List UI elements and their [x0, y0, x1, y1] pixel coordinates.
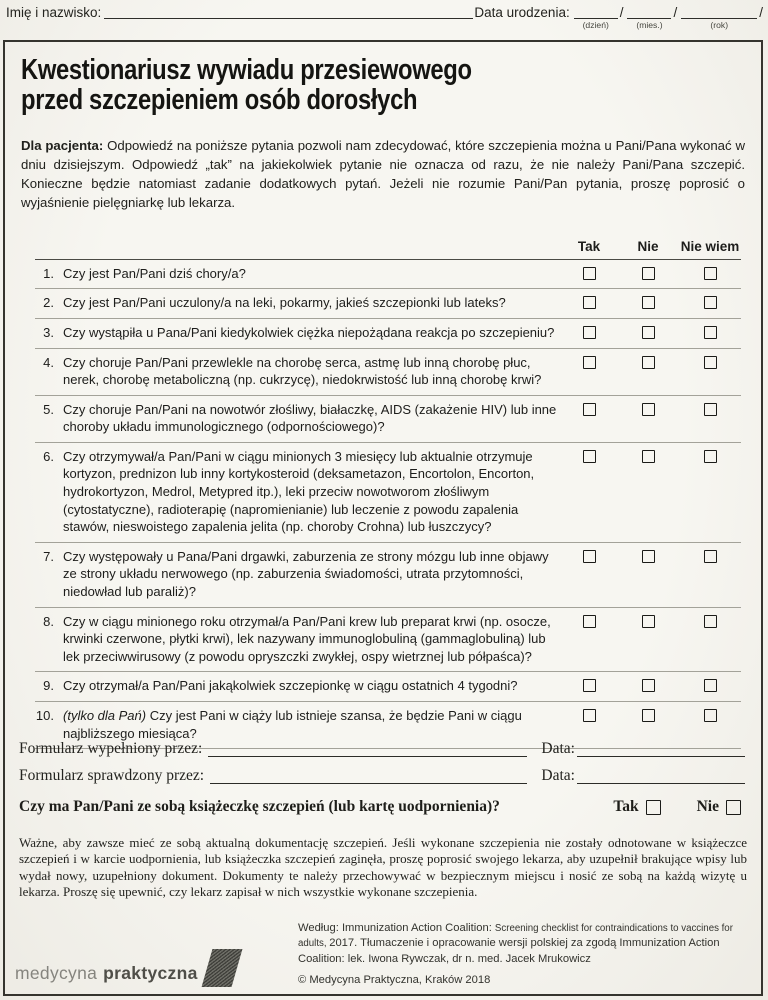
- tak-checkbox[interactable]: [583, 450, 596, 463]
- source-credits: [298, 921, 758, 988]
- column-header-tak: Tak: [577, 238, 601, 254]
- question-row-6: [35, 443, 741, 543]
- filled-by-row: [19, 740, 745, 758]
- date-label: Data:: [541, 767, 575, 784]
- dob-slash: /: [619, 5, 624, 20]
- question-row-3: [35, 319, 741, 349]
- page-title: [21, 56, 628, 116]
- logo-word-praktyczna: praktyczna: [103, 963, 198, 983]
- patient-instructions: [21, 136, 745, 212]
- question-number: 2.: [43, 295, 54, 311]
- question-row-1: [35, 260, 741, 290]
- dob-day-sublabel: (dzień): [582, 20, 609, 30]
- answer-cell-tak: [561, 401, 617, 436]
- dob-fields: [570, 5, 763, 30]
- nie-checkbox[interactable]: [642, 326, 655, 339]
- niewiem-checkbox[interactable]: [704, 326, 717, 339]
- dob-month-field[interactable]: [627, 5, 671, 30]
- answer-cell-tak: [561, 677, 617, 695]
- important-note: Ważne, aby zawsze mieć ze sobą aktualną dokumentację szczepień. Jeśli wykonane szczepienia nie zostały odnotowane w książeczce szczepień i w karcie uodpornienia, lub książeczka szczepień zaginęła, proszę poprosić swojego lekarza, aby uzupełnił brakujące wpisy lub wydał nowy, uzupełniony dokument. Dokumenty te należy przechowywać w bezpiecznym miejscu i nosić ze sobą na każdą wizytę u lekarza. Proszę się upewnić, czy lekarz zapisał w nich wszystkie wykonane szczepienia.: [19, 835, 747, 900]
- answer-cell-nie: [617, 265, 679, 283]
- answer-cell-niewiem: [679, 613, 741, 666]
- dob-day-field[interactable]: [574, 5, 618, 30]
- question-number: 6.: [43, 448, 54, 464]
- answer-cell-tak: [561, 294, 617, 312]
- source-line: Według: Immunization Action Coalition: Screening checklist for contraindications to vaccines for adults, 2017. Tłumaczenie i opracowanie wersji polskiej za zgodą Immunization Action Coalition: lek. Iwona Rywczak, dr n. med. Jacek Mrukowicz: [298, 921, 733, 965]
- answer-cell-tak: [561, 448, 617, 536]
- answer-cell-niewiem: [679, 548, 741, 601]
- answer-cell-niewiem: [679, 324, 741, 342]
- answer-cell-tak: [561, 354, 617, 389]
- tak-checkbox[interactable]: [583, 267, 596, 280]
- answer-cell-tak: [561, 324, 617, 342]
- date-label: Data:: [541, 740, 575, 757]
- niewiem-checkbox[interactable]: [704, 267, 717, 280]
- checked-by-row: [19, 767, 745, 785]
- niewiem-checkbox[interactable]: [704, 296, 717, 309]
- question-number: 1.: [43, 265, 54, 281]
- answer-cell-nie: [617, 354, 679, 389]
- answer-cell-niewiem: [679, 294, 741, 312]
- tak-checkbox[interactable]: [583, 403, 596, 416]
- answer-cell-nie: [617, 707, 679, 742]
- nie-checkbox[interactable]: [642, 615, 655, 628]
- checked-by-field[interactable]: [210, 769, 527, 784]
- answer-cell-nie: [617, 324, 679, 342]
- page-title-line1: Kwestionariusz wywiadu przesiewowego: [21, 54, 472, 86]
- niewiem-checkbox[interactable]: [704, 450, 717, 463]
- answer-cell-nie: [617, 448, 679, 536]
- nie-checkbox[interactable]: [726, 800, 741, 815]
- answer-cell-tak: [561, 707, 617, 742]
- nie-checkbox[interactable]: [642, 550, 655, 563]
- booklet-question-text: Czy ma Pan/Pani ze sobą książeczkę szczepień (lub kartę uodpornienia)?: [19, 798, 500, 815]
- filled-date-field[interactable]: [577, 742, 745, 757]
- question-table: [35, 239, 741, 749]
- publisher-logo: [15, 949, 237, 984]
- nie-checkbox[interactable]: [642, 296, 655, 309]
- dob-year-sublabel: (rok): [710, 20, 729, 30]
- nie-checkbox[interactable]: [642, 450, 655, 463]
- answer-cell-nie: [617, 401, 679, 436]
- dob-month-sublabel: (mies.): [636, 20, 663, 30]
- nie-checkbox[interactable]: [642, 403, 655, 416]
- question-text: Czy choruje Pan/Pani przewlekle na chorobę serca, astmę lub inną chorobę płuc, nerek, chorobę metaboliczną (np. cukrzycę), niedokrwistość lub inną chorobę krwi?: [63, 354, 542, 388]
- question-text: Czy otrzymał/a Pan/Pani jakąkolwiek szczepionkę w ciągu ostatnich 4 tygodni?: [63, 678, 518, 694]
- question-row-2: [35, 289, 741, 319]
- answer-cell-niewiem: [679, 707, 741, 742]
- answer-cell-niewiem: [679, 265, 741, 283]
- nie-checkbox[interactable]: [642, 709, 655, 722]
- answer-cell-niewiem: [679, 448, 741, 536]
- answer-cell-nie: [617, 548, 679, 601]
- name-label: Imię i nazwisko:: [6, 5, 102, 20]
- booklet-option-nie: Nie: [697, 798, 741, 816]
- booklet-answers: [613, 798, 741, 816]
- tak-checkbox[interactable]: [583, 296, 596, 309]
- patient-header: [6, 5, 763, 30]
- dob-slash: /: [759, 5, 763, 20]
- dob-label: Data urodzenia:: [474, 5, 570, 20]
- question-number: 7.: [43, 548, 54, 564]
- checked-date-field[interactable]: [577, 769, 745, 784]
- tak-checkbox[interactable]: [583, 709, 596, 722]
- niewiem-checkbox[interactable]: [704, 356, 717, 369]
- checked-by-label: Formularz sprawdzony przez:: [19, 767, 205, 784]
- tak-checkbox[interactable]: [583, 679, 596, 692]
- name-field[interactable]: [104, 5, 473, 19]
- question-row-9: [35, 672, 741, 702]
- patient-instructions-text: Odpowiedź na poniższe pytania pozwoli nam zdecydować, które szczepienia można u Pani/Pana wykonać w dniu dzisiejszym. Odpowiedź „tak” na jakiekolwiek pytanie nie oznacza od razu, że nie należy Pani/Pana szczepić. Konieczne będzie natomiast zadanie dodatkowych pytań. Jeżeli nie rozumie Pani/Pan pytania, proszę poprosić o wyjaśnienie pielęgniarkę lub lekarza.: [21, 137, 745, 210]
- copyright-line: © Medycyna Praktyczna, Kraków 2018: [298, 974, 491, 987]
- tak-checkbox[interactable]: [583, 615, 596, 628]
- question-number: 4.: [43, 354, 54, 370]
- booklet-option-tak: Tak: [613, 798, 660, 816]
- nie-checkbox[interactable]: [642, 267, 655, 280]
- answer-cell-tak: [561, 548, 617, 601]
- question-row-8: [35, 608, 741, 673]
- question-number: 5.: [43, 401, 54, 417]
- question-text: Czy otrzymywał/a Pan/Pani w ciągu minionych 3 miesięcy lub aktualnie otrzymuje kortyzon, prednizon lub inny kortykosteroid (deksametazon, Encortolon, Encorton, hydrokortyzon, Medrol, Metypred itp.), leki przeciw nowotworom złośliwym (cytostatyczne), radioterapię (napromienianie) lub leczenie z powodu zapalenia stawów, nieswoistego zapalenia jelita (np. choroby Crohna) lub łuszczycy?: [63, 448, 535, 535]
- question-number: 10.: [35, 708, 54, 723]
- question-text: Czy jest Pan/Pani dziś chory/a?: [63, 265, 246, 281]
- form-border-box: [3, 40, 763, 996]
- niewiem-checkbox[interactable]: [704, 679, 717, 692]
- tak-checkbox[interactable]: [583, 356, 596, 369]
- column-header-nie: Nie: [637, 238, 659, 254]
- nie-checkbox[interactable]: [642, 356, 655, 369]
- table-header-row: [35, 239, 741, 260]
- answer-cell-tak: [561, 265, 617, 283]
- niewiem-checkbox[interactable]: [704, 403, 717, 416]
- source-title-english: Screening checklist for contraindications to vaccines for adults,: [298, 922, 733, 950]
- question-row-7: [35, 543, 741, 608]
- answer-cell-niewiem: [679, 354, 741, 389]
- question-row-4: [35, 349, 741, 396]
- question-number: 8.: [43, 613, 54, 629]
- niewiem-checkbox[interactable]: [704, 615, 717, 628]
- answer-cell-nie: [617, 677, 679, 695]
- question-prefix-italic: (tylko dla Pań): [63, 708, 147, 723]
- question-text: (tylko dla Pań) Czy jest Pani w ciąży lub istnieje szansa, że będzie Pani w ciągu najbliższego miesiąca?: [63, 708, 522, 741]
- question-text: Czy występowały u Pana/Pani drgawki, zaburzenia ze strony mózgu lub inne objawy ze strony układu nerwowego (np. zaburzenia świadomości, utrata przytomności, niedowład lub paraliż)?: [63, 548, 549, 600]
- tak-checkbox[interactable]: [583, 326, 596, 339]
- niewiem-checkbox[interactable]: [704, 709, 717, 722]
- filled-by-label: Formularz wypełniony przez:: [19, 740, 203, 757]
- tak-checkbox[interactable]: [583, 550, 596, 563]
- tak-checkbox[interactable]: [646, 800, 661, 815]
- booklet-question-row: [19, 798, 741, 816]
- answer-cell-nie: [617, 613, 679, 666]
- question-row-5: [35, 396, 741, 443]
- logo-parallelogram-icon: [201, 949, 242, 987]
- column-header-niewiem: Nie wiem: [680, 238, 740, 254]
- patient-instructions-label: Dla pacjenta:: [21, 137, 104, 153]
- logo-word-medycyna: medycyna: [15, 963, 98, 983]
- answer-cell-niewiem: [679, 677, 741, 695]
- question-text: Czy wystąpiła u Pana/Pani kiedykolwiek ciężka niepożądana reakcja po szczepieniu?: [63, 324, 555, 340]
- page-title-line2: przed szczepieniem osób dorosłych: [21, 83, 418, 116]
- question-number: 9.: [43, 678, 54, 694]
- question-text: Czy jest Pan/Pani uczulony/a na leki, pokarmy, jakieś szczepionki lub lateks?: [63, 295, 506, 311]
- answer-cell-tak: [561, 613, 617, 666]
- dob-slash: /: [673, 5, 678, 20]
- question-number: 3.: [43, 324, 54, 340]
- answer-cell-niewiem: [679, 401, 741, 436]
- dob-year-field[interactable]: [681, 5, 757, 30]
- nie-checkbox[interactable]: [642, 679, 655, 692]
- niewiem-checkbox[interactable]: [704, 550, 717, 563]
- filled-by-field[interactable]: [208, 742, 527, 757]
- question-text: Czy w ciągu minionego roku otrzymał/a Pan/Pani krew lub preparat krwi (np. osocze, krwinki czerwone, płytki krwi), lek nazywany immunoglobuliną (gammaglobuliną) lub lek przeciwwirusowy (z powodu opryszczki zwykłej, ospy wietrznej lub półpaśca)?: [63, 613, 551, 664]
- answer-cell-nie: [617, 294, 679, 312]
- question-text: Czy choruje Pan/Pani na nowotwór złośliwy, białaczkę, AIDS (zakażenie HIV) lub inne choroby układu immunologicznego (odpornościowego)?: [63, 401, 557, 435]
